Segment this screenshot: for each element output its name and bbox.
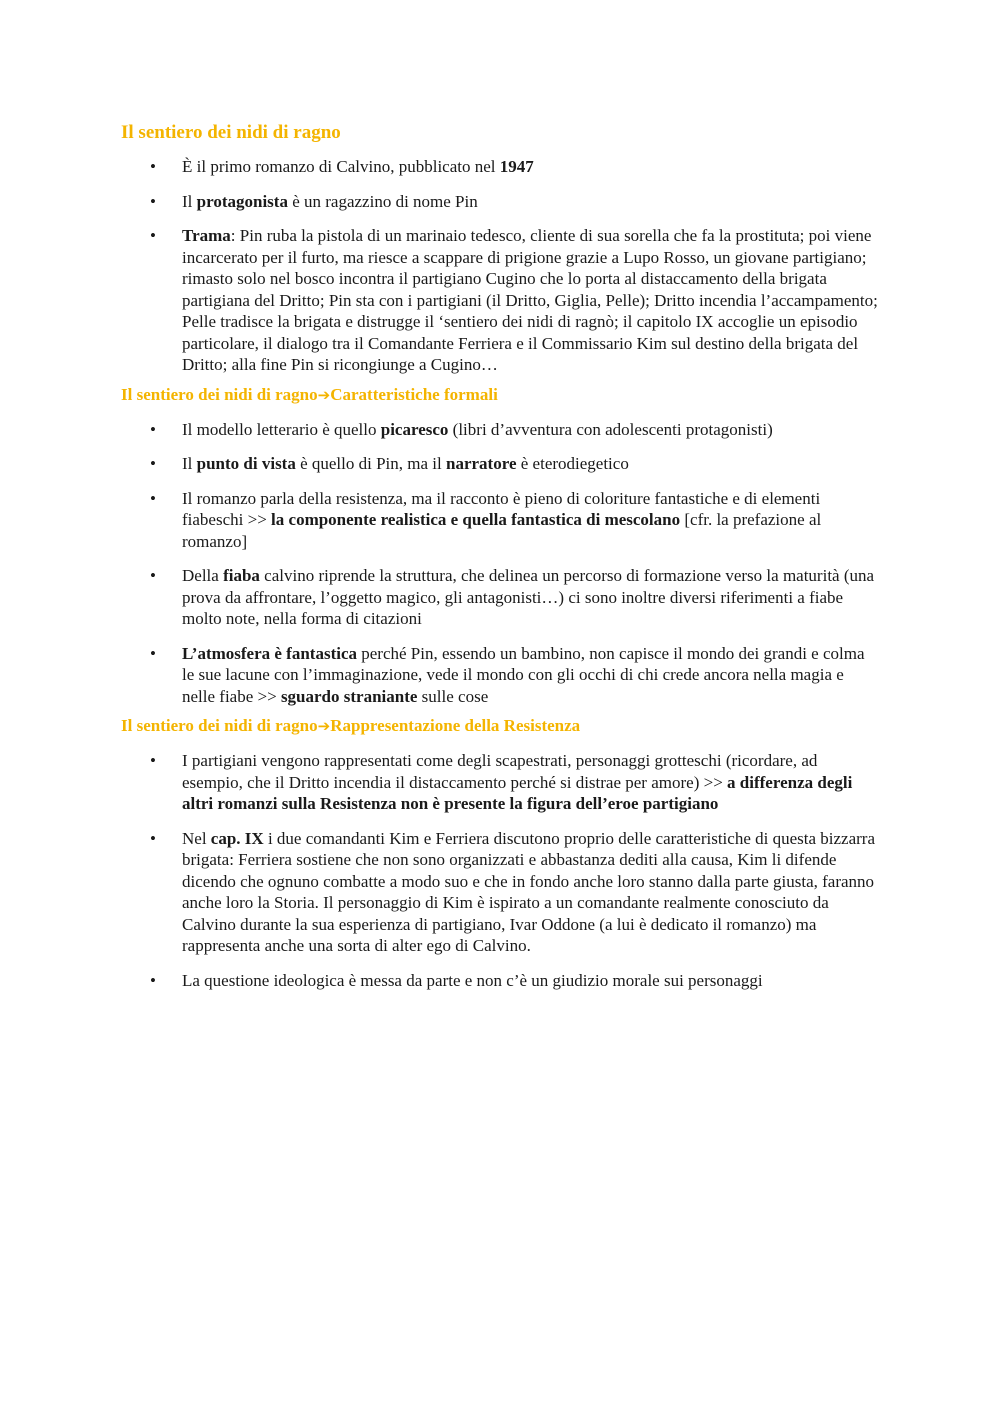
item-text: La questione ideologica è messa da parte e non c’è un giudizio morale sui personaggi xyxy=(182,970,763,990)
section-list xyxy=(121,156,880,376)
bullet-icon: • xyxy=(150,157,156,176)
bullet-icon: • xyxy=(150,454,156,473)
bullet-icon: • xyxy=(150,751,156,770)
item-bold: fiaba xyxy=(223,566,260,585)
section-list xyxy=(121,419,880,708)
item-bold: la componente realistica e quella fantastica di mescolano xyxy=(271,510,681,529)
arrow-right-icon: ➔ xyxy=(317,717,331,735)
item-bold: narratore xyxy=(446,454,517,473)
bullet-icon: • xyxy=(150,828,156,848)
item-bold: Trama xyxy=(182,226,231,245)
item-text: è eterodiegetico xyxy=(516,454,629,473)
item-text: Il xyxy=(182,454,197,473)
item-text: i due comandanti Kim e Ferriera discutono proprio delle caratteristiche di questa bizzarra brigata: Ferriera sostiene che non sono organizzati e abbastanza dediti alla causa, Kim li difende dicendo che ognuno combatte a modo suo e che in fondo anche loro stanno dalla parte giusta, faranno anche loro la Storia. Il personaggio di Kim è ispirato a un comandante realmente conosciuto da Calvino durante la sua esperienza di partigiano, Ivar Oddone (a lui è dedicato il romanzo) ma rappresenta anche una sorta di alter ego di Calvino. xyxy=(182,828,875,955)
bullet-icon: • xyxy=(150,643,156,663)
section-list xyxy=(121,750,880,991)
section-title-sub: Rappresentazione della Resistenza xyxy=(330,716,581,735)
list-item xyxy=(121,643,880,708)
item-text: sulle cose xyxy=(417,686,489,706)
item-bold: cap. IX xyxy=(210,828,264,848)
list-item xyxy=(121,453,880,475)
list-item xyxy=(121,225,880,376)
list-item xyxy=(121,828,880,957)
item-text: Nel xyxy=(182,828,211,848)
item-bold: L’atmosfera è fantastica xyxy=(182,643,357,663)
bullet-icon: • xyxy=(150,970,156,990)
bullet-icon: • xyxy=(150,488,156,508)
list-item xyxy=(121,750,880,815)
list-item xyxy=(121,488,880,553)
item-text: Il xyxy=(182,191,197,211)
item-text: [cfr. la prefazione al romanzo] xyxy=(182,510,822,551)
section-title xyxy=(121,383,880,407)
item-text: È il primo romanzo di Calvino, pubblicato nel xyxy=(182,157,500,176)
list-item xyxy=(121,191,880,213)
item-bold: protagonista xyxy=(196,191,288,211)
item-text: è un ragazzino di nome Pin xyxy=(287,191,478,211)
bullet-icon: • xyxy=(150,419,156,439)
section-title xyxy=(121,714,880,738)
item-bold: punto di vista xyxy=(196,454,296,473)
list-item xyxy=(121,419,880,441)
item-text: Il modello letterario è quello xyxy=(182,419,381,439)
section-title-sub: Caratteristiche formali xyxy=(330,384,498,404)
bullet-icon: • xyxy=(150,566,156,585)
item-bold: picaresco xyxy=(380,419,449,439)
bullet-icon: • xyxy=(150,226,156,245)
list-item xyxy=(121,565,880,630)
bullet-icon: • xyxy=(150,191,156,211)
item-text: I partigiani vengono rappresentati come degli scapestrati, personaggi grotteschi (ricordare, ad esempio, che il Dritto incendia il distaccamento perché si distrae per amore) >> xyxy=(182,751,818,792)
arrow-right-icon: ➔ xyxy=(317,385,331,404)
list-item xyxy=(121,970,880,992)
item-bold: a differenza degli altri romanzi sulla Resistenza non è presente la figura dell’eroe partigiano xyxy=(182,772,853,813)
item-bold: 1947 xyxy=(499,157,534,176)
section-title: Il sentiero dei nidi di ragno xyxy=(121,122,341,143)
item-text: (libri d’avventura con adolescenti protagonisti) xyxy=(448,419,773,439)
item-text: Della xyxy=(182,566,224,585)
item-text: Il romanzo parla della resistenza, ma il racconto è pieno di coloriture fantastiche e di elementi fiabeschi >> xyxy=(182,488,821,529)
item-text: calvino riprende la struttura, che delinea un percorso di formazione verso la maturità (una prova da affrontare, l’oggetto magico, gli antagonisti…) ci sono inoltre diversi riferimenti a fiabe molto note, nella forma di citazioni xyxy=(182,566,875,628)
item-text: è quello di Pin, ma il xyxy=(295,454,446,473)
item-bold: sguardo straniante xyxy=(280,686,418,706)
item-text: perché Pin, essendo un bambino, non capisce il mondo dei grandi e colma le sue lacune con l’immaginazione, vede il mondo con gli occhi di chi crede ancora nella magia e nelle fiabe >> xyxy=(182,643,865,706)
section-title-main: Il sentiero dei nidi di ragno xyxy=(121,384,318,404)
item-text: : Pin ruba la pistola di un marinaio tedesco, cliente di sua sorella che fa la prostituta; poi viene incarcerato per il furto, ma riesce a scappare di prigione grazie a Lupo Rosso, un giovane partigiano; rimasto solo nel bosco incontra il partigiano Cugino che lo porta al distaccamento della brigata partigiana del Dritto; Pin sta con i partigiani (il Dritto, Giglia, Pelle); Dritto incendia l’accampamento; Pelle tradisce la brigata e distrugge il ‘sentiero dei nidi di ragnò; il capitolo IX accoglie un episodio particolare, il dialogo tra il Comandante Ferriera e il Commissario Kim sul destino della brigata del Dritto; alla fine Pin si ricongiunge a Cugino… xyxy=(182,226,878,374)
list-item xyxy=(121,156,880,178)
section-title-main: Il sentiero dei nidi di ragno xyxy=(121,716,318,735)
